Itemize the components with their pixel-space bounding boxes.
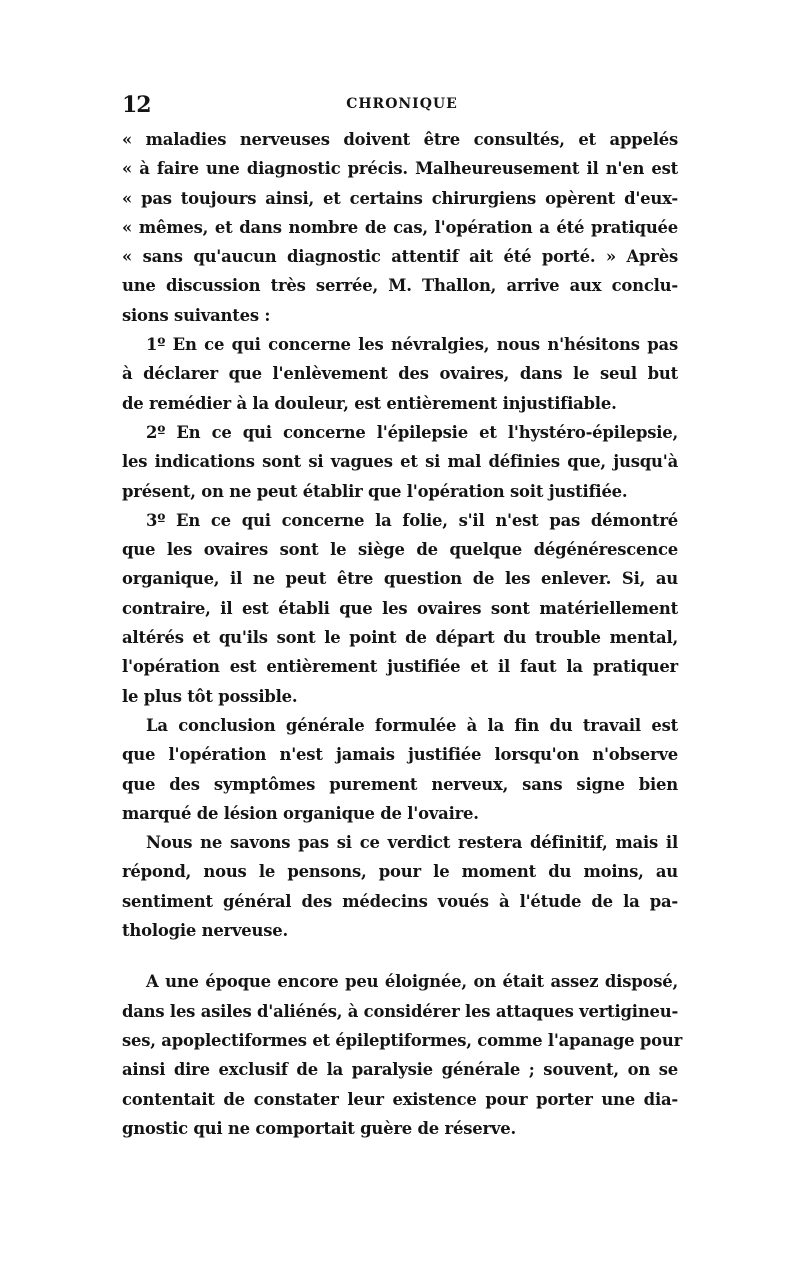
text-line: 2º En ce qui concerne l'épilepsie et l'hystéro-épilepsie, [146,422,678,442]
paragraph [122,967,683,1143]
text-line: l'opération est entièrement justifiée et il faut la pratiquer [122,657,678,677]
paragraph [122,506,678,711]
text-line: le plus tôt possible. [122,686,298,706]
text-line: 1º En ce qui concerne les névralgies, nous n'hésitons pas [146,335,678,355]
text-line: « pas toujours ainsi, et certains chirurgiens opèrent d'eux- [122,188,678,208]
text-line: altérés et qu'ils sont le point de départ du trouble mental, [122,628,678,648]
text-line: que l'opération n'est jamais justifiée lorsqu'on n'observe [122,745,678,765]
text-line: thologie nerveuse. [122,921,289,941]
text-line: contraire, il est établi que les ovaires sont matériellement [122,598,678,618]
text-line: que des symptômes purement nerveux, sans signe bien [122,774,678,794]
paragraph [122,828,678,945]
page-header [122,92,682,122]
text-line: à déclarer que l'enlèvement des ovaires, dans le seul but [122,364,678,384]
text-line: sentiment général des médecins voués à l'étude de la pa- [122,891,678,911]
text-line: une discussion très serrée, M. Thallon, arrive aux conclu- [122,276,678,296]
text-line: Nous ne savons pas si ce verdict restera définitif, mais il [146,833,678,853]
text-line: marqué de lésion organique de l'ovaire. [122,803,479,823]
text-line: « maladies nerveuses doivent être consultés, et appelés [122,130,678,149]
text-line: ses, apoplectiformes et épileptiformes, comme l'apanage pour [122,1030,683,1050]
paragraph [122,125,678,330]
text-line: gnostic qui ne comportait guère de réserve. [122,1118,516,1138]
text-line: dans les asiles d'aliénés, à considérer les attaques vertigineu- [122,1001,679,1021]
text-line: ainsi dire exclusif de la paralysie générale ; souvent, on se [122,1060,678,1080]
text-line: répond, nous le pensons, pour le moment du moins, au [122,862,678,882]
text-line: « à faire une diagnostic précis. Malheureusement il n'en est [122,159,678,179]
text-line: La conclusion générale formulée à la fin du travail est [146,715,678,735]
paragraph [122,711,678,828]
text-line: sions suivantes : [122,305,271,325]
body-text [122,125,683,1143]
text-line: les indications sont si vagues et si mal définies que, jusqu'à [122,452,678,472]
page-number: 12 [122,92,151,118]
text-line: organique, il ne peut être question de les enlever. Si, au [122,569,678,589]
section-gap [122,945,678,967]
paragraph [122,418,678,506]
text-line: A une époque encore peu éloignée, on était assez disposé, [146,972,678,992]
text-line: présent, on ne peut établir que l'opération soit justifiée. [122,481,628,501]
running-title: CHRONIQUE [346,96,458,112]
text-line: contentait de constater leur existence pour porter une dia- [122,1089,678,1109]
text-line: « mêmes, et dans nombre de cas, l'opération a été pratiquée [122,217,678,237]
text-line: que les ovaires sont le siège de quelque dégénérescence [122,540,678,560]
text-line: « sans qu'aucun diagnostic attentif ait été porté. » Après [122,247,678,267]
text-line: de remédier à la douleur, est entièrement injustifiable. [122,393,617,413]
text-line: 3º En ce qui concerne la folie, s'il n'est pas démontré [146,510,678,530]
paragraph [122,330,678,418]
